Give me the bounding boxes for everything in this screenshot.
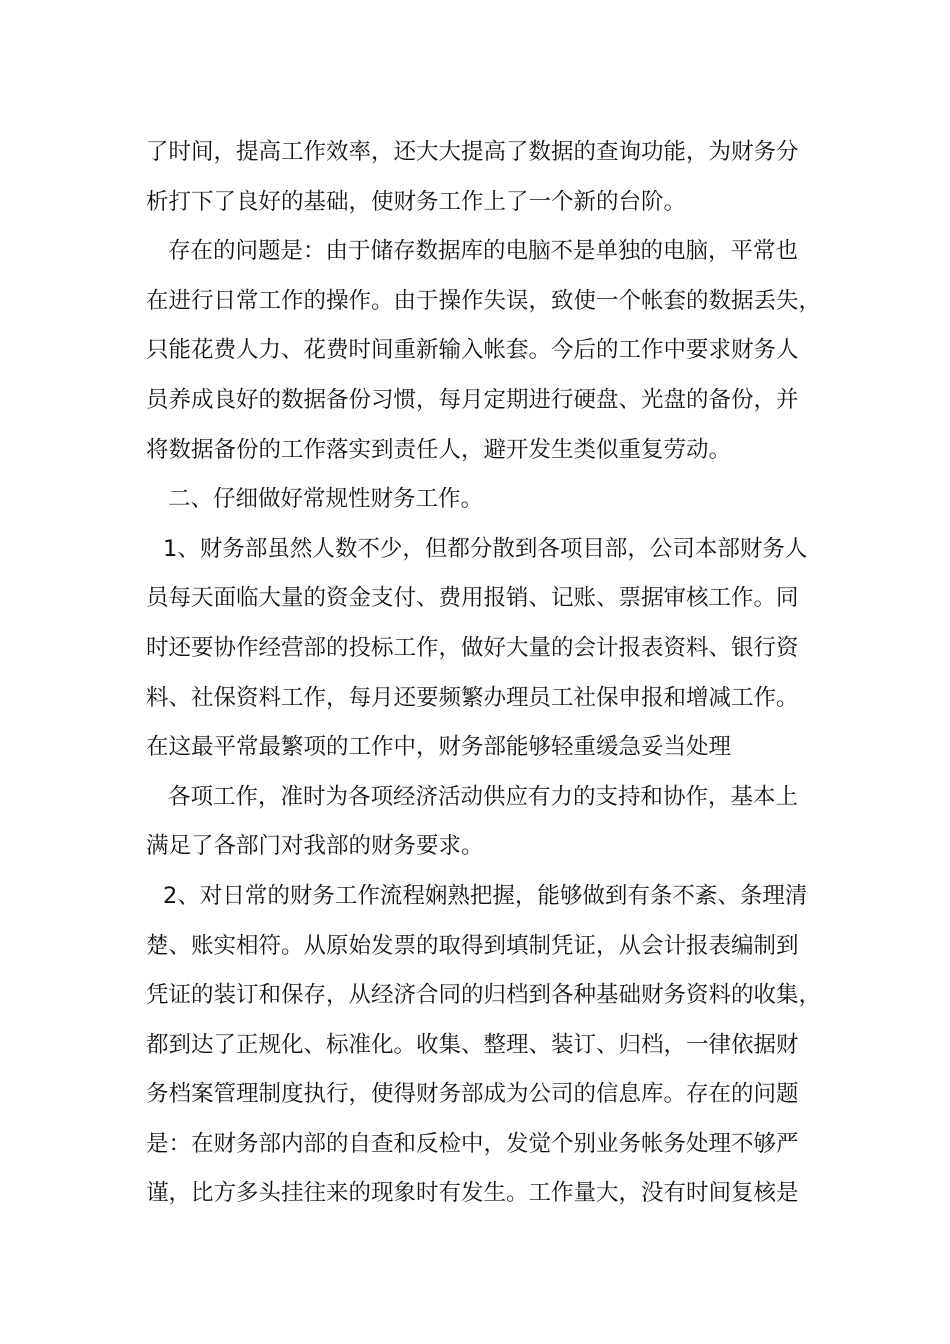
paragraph-start-line: 2、对日常的财务工作流程娴熟把握，能够做到有条不紊、条理清 (163, 882, 808, 909)
paragraph-start-line: 1、财务部虽然人数不少，但都分散到各项目部，公司本部财务人 (163, 535, 808, 562)
text-line: 员养成良好的数据备份习惯，每月定期进行硬盘、光盘的备份，并 (146, 386, 799, 413)
text-line: 楚、账实相符。从原始发票的取得到填制凭证，从会计报表编制到 (146, 932, 799, 959)
text-line: 满足了各部门对我部的财务要求。 (146, 833, 484, 860)
section-heading: 二、仔细做好常规性财务工作。 (168, 486, 484, 513)
document-body (146, 128, 836, 1219)
text-line: 谨，比方多头挂往来的现象时有发生。工作量大，没有时间复核是 (146, 1180, 799, 1207)
text-line: 在这最平常最繁项的工作中，财务部能够轻重缓急妥当处理 (146, 734, 732, 761)
text-line: 都到达了正规化、标准化。收集、整理、装订、归档，一律依据财 (146, 1031, 799, 1058)
text-line: 时还要协作经营部的投标工作，做好大量的会计报表资料、银行资 (146, 634, 799, 661)
text-line: 只能花费人力、花费时间重新输入帐套。今后的工作中要求财务人 (146, 337, 799, 364)
text-line: 料、社保资料工作，每月还要频繁办理员工社保申报和增减工作。 (146, 684, 799, 711)
text-line: 了时间，提高工作效率，还大大提高了数据的查询功能，为财务分 (146, 139, 799, 165)
text-line: 凭证的装订和保存，从经济合同的归档到各种基础财务资料的收集， (146, 982, 822, 1009)
text-line: 务档案管理制度执行，使得财务部成为公司的信息库。存在的问题 (146, 1081, 799, 1108)
paragraph-start-line: 存在的问题是：由于储存数据库的电脑不是单独的电脑，平常也 (168, 238, 799, 265)
text-line: 是：在财务部内部的自查和反检中，发觉个别业务帐务处理不够严 (146, 1130, 799, 1157)
text-line: 析打下了良好的基础，使财务工作上了一个新的台阶。 (146, 188, 687, 215)
paragraph-start-line: 各项工作，准时为各项经济活动供应有力的支持和协作，基本上 (168, 783, 799, 810)
text-line: 将数据备份的工作落实到责任人，避开发生类似重复劳动。 (146, 436, 732, 463)
text-line: 员每天面临大量的资金支付、费用报销、记账、票据审核工作。同 (146, 585, 799, 612)
text-line: 在进行日常工作的操作。由于操作失误，致使一个帐套的数据丢失， (146, 287, 822, 314)
